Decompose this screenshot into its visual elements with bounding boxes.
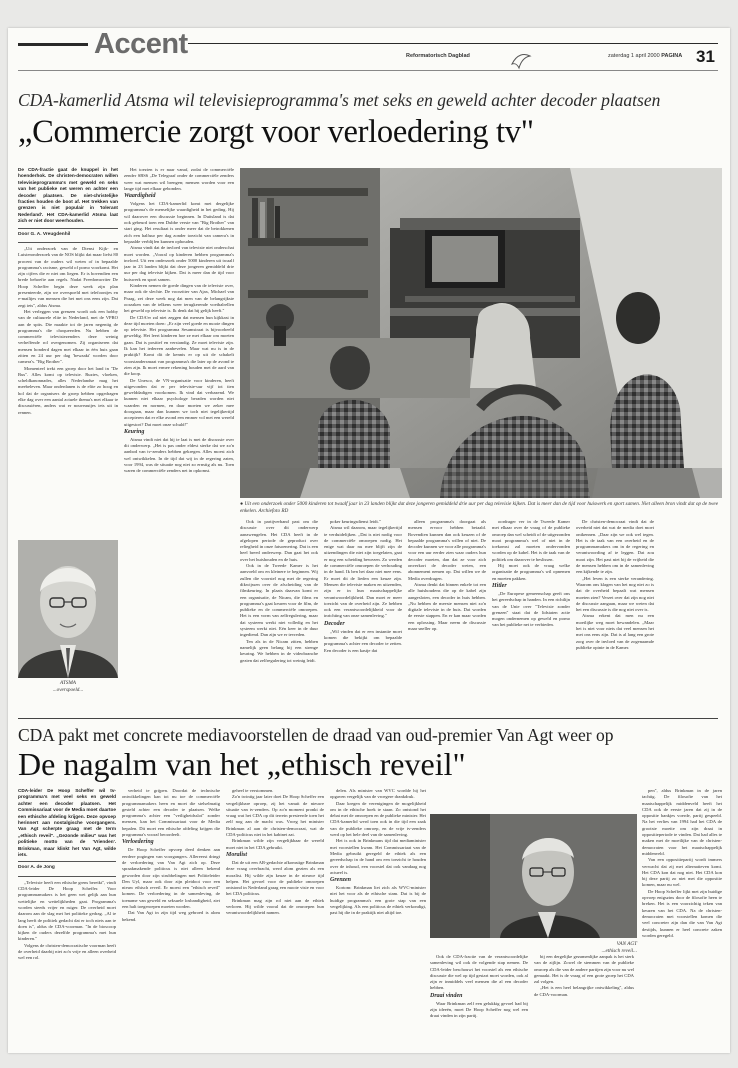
paper-name: Reformatorisch Dagblad [406,53,470,59]
article1-column-5 [324,519,402,709]
date-text: zaterdag 1 april 2000 [608,53,660,59]
children-watching-tv-photo [240,168,722,498]
masthead-rule-right [188,43,718,44]
article1-kicker: CDA-kamerlid Atsma wil televisieprogramma's met seks en geweld achter decoder plaatsen [18,90,661,110]
article1-column-6 [408,519,486,709]
paragraph: delen. Als minister van WVC wordde hij het opgaven vergelijk van de vroegere drankdruk. [330,788,426,800]
portrait-caption [430,941,637,954]
caption-text: Uit een onderzoek onder 5000 kinderen tot twaalf jaar in 23 landen blijkt dat deze jongeren gemiddeld drie uur per dag televisie kijken. Dat is meer dan de tijd voor huiswerk en sport samen. Niet alleen bron vindt dat op de twee enkelen. [240,501,719,514]
van-agt-portrait [430,814,637,938]
paragraph: Atsma erkent dat men nu een moeilijke weg moet bewandelen. „Maar het is niet voor niets dat veel mensen het met ons eens zijn. Dat is al lang een grote zorg over de invloed van de zogenaamde publieke opinie in de Kamer. [576,613,654,650]
article1-column-7 [492,519,570,709]
paragraph: De Unesco, de VN-organisatie voor kinderen, heeft uitgevonden dat er per televisie-uur vijf tot tien gewelddadigen voorkomen. Ik vind dat verbazend. We kunnen niet elkaar psychologe beraden worden niet waarden en normen, en daar moeten we zeker mee doorgaan, maar dan kunnen we toch niet tegelijkertijd accepteren dat er elke avond een emmer vol met een wereld uitgestort? Dat moet onze schuld!" [124,377,234,427]
paragraph: Dat de uit een AR-gedachte afkomstige Brinkman deze vraag overbracht, werd alom gezien als een moralist. Hij wilde zijn keuze in de nieuwe tijd helpen. Het gevoel voor de publieke omroepen ontstond in Nederland graag een mooie visie en voor het CDA politicus. [226,859,324,897]
paragraph: Kinderen nemen de goede dingen van de televisie over, maar ook de slechte. De voorzitter van Ajax, Michael van Praag, zei deze week nog dat men van de belangrijkste oorzaken van de telkens weer terugkerende voetbalrellen het geweld op televisie is. Ik denk dat hij gelijk heeft." [124,283,234,314]
paragraph: bij een dergelijke gezamenlijke aanpak is het sterk van de zijlijn. Zowel de stemmen van de publieke omroep als die van de andere partijen zijn voor nu wel gemaakt. Het is de vraag of een grote groep het CDA zal volgen. [534,954,634,985]
byline-rule [18,876,116,877]
paragraph: „Het is een heel belangrijke ontwikkeling", aldus de CDA-voorman. [534,985,634,997]
newspaper-page [8,28,730,1053]
subheading-decoder: Decoder [324,620,345,627]
paragraph: Zo'n twintig jaar later doet De Hoop Scheffer een vergelijkbare oproep, zij het vanuit de nieuwe situatie van tv-zenders. Op zo'n moment pronkt de vraag wat het CDA op dit terrein presteerde toen het zelf nog aan de macht was. Vroeg het minister Brinkman al aan de christen-democraat, wat de CDA-politicus niet in het kabinet zat. [226,794,324,838]
paragraph: Kortom: Brinkman liet zich als WVC-minister niet het voor als de ethische stam. Dat is bij de huidige programma's een grote stap van een vergelijking. Als een politicus de ethiek verkondigt, past hij die in de praktijk niet altijd toe. [330,885,426,916]
portrait-caption [18,680,118,693]
paragraph: Volgens het CDA-kamerlid komt met dergelijke programma's de menselijke waardigheid in het geding. Hij wil daarover een discussie beginnen. In Duitsland is dat ook gebeurd toen een Dubbe versie van "Big Brother" van start ging. Het resultaat is onder meer dat de betrokkenen zich een halfuur per dag zonder toezicht van camera's in bepaalde verblijfen kunnen ophouden. [124,201,234,244]
article1-column-4 [240,519,318,709]
paragraph: Ook de CDA-fractie van de verantwoordelijke samenleving wil ook de volgende stap nemen. De CDA-leider beschouwt het voorstel als een ethische discussie die wel op tijd gestart moet worden, ook al zijn er inmiddels veel mensen die al een decoder hebben. [430,954,528,991]
paragraph: Atsma denkt dat binnen enkele tot een alle huishoudens die op de kabel zijn aangesloten, een decoder in huis hebben. „Nu hebben de meeste mensen niet zo'n digitale televisie in de huis. Dat worden de eerste stappen. En er kan maar worden een oplossing. Maar neem de discussie maar sneller op. [408,581,486,632]
paragraph: Daar kregen de verenigingen de mogelijkheid om in de ethische hoek te staan. Zo ontstond het debat met de omroepen en de publieke minister. Het CDA-kamerlid werd toen ook in die tijd een zaak van de publieke omroep, en de vrije tv-zenders werd op het hele deel van de samenleving. [330,800,426,838]
paragraph: „Televisie heeft een ethische grens bereikt", vindt CDA-leider De Hoop Scheffer. Voor programmamakers is het geen wet gelijk aan hun wettelijke en wettelijkheden gaat. Programma's worden steeds vrijer en ruiger. De overheid moet daarom aan de slag met het politieke gedrag. „Al te lang heeft de politiek gedacht dat er toch niets aan te doen is", aldus de CDA-voorman. "In de bioscoop kijken de ouders dezelfde programma's met hun kinderen." [18,879,116,942]
subheading-draai-vinden: Draai vinden [430,992,463,999]
masthead-rule-left [18,43,88,46]
paragraph: Brinkman mag zijn rol niet aan de ethiek verloren. Hij wilde vooral dat de omroepen hun verantwoordelijkheid namen. [226,897,324,916]
article2-column-1 [18,788,116,1043]
paragraph: Het is ook in Brinkmans tijd dat mediaminister met voorstellen kwam. Het Commissariaat van de Media gebruikt geregeld de ethiek als een gereedschap in de hand om een toezicht te houden over de inhoud, een voorstel dat ook vandaag nog actueel is. [330,838,426,875]
paragraph: poker keuringsdienst leidt." [330,519,381,524]
lead-rule [18,861,116,862]
paragraph: „Wil vinden dat er een instantie moet komen die bekijkt om bepaalde programma's achter een decoder te zetten. Een decoder is een kastje dat [324,628,402,653]
subheading-verloedering: Verloedering [122,839,154,846]
portrait-illustration [18,540,118,678]
section-title: Accent [94,28,188,60]
article1-lead: De CDA-fractie gaat de knuppel in het hoenderhok. De christen-democraten willen televisieprogramma's met geweld en seks van het publieke net weren en achter een decoder plaatsen. De niet-christelijke fracties houden de boot af. Het trekken van grenzen is niet populair in 'tolerant Nederland'. Het CDA-kamerlid Atsma laat zich er niet door weerhouden. [18,167,118,224]
photo-caption [240,501,722,514]
masthead-divider [18,70,718,71]
dove-logo-icon [508,50,534,72]
paragraph: De Hoop Scheffer opvoep deed denken aan eerdere pogingen van voorgangers. Allereerst dringt de verloedering van Van Agt zich op. Deze spraakmakende politicus is niet alleen bekend geworden door zijn strubbelingen met Politieleider Den Uyl, maar ook door zijn pleidooi voor een nieuw ethisch reveil. Er moest een "ethisch reveil" komen. De verloedering in de samenleving, de toename van geweld en seksuele losbandigheid, ziet een halt toegeroepen moeten worden. [122,847,220,910]
article2-byline: Door A. de Jong [18,865,55,871]
portrait-name: ATSMA [60,680,76,686]
article2-lead: CDA-leider De Hoop Scheffer wil tv-programma's met veel seks en geweld achter een decoder plaatsen. Het Commissariaat voor de Media moet daartoe een ethische afdeling krijgen. Deze opvoep herinnert aan nostalgische voorgangers. Van Agt scherpte graag met de term „ethisch reveil". „Gezonde milieu" was het politieke motto van de 'Vrienden'. Brinkman, maar klinkt het Van Agt, wilde iets. [18,788,116,858]
page-number: 31 [696,47,715,66]
paragraph: Atsma vindt dat de invloed van televisie niet onderschat moet worden. „Vooral op kinderen hebben programma's invloed. Uit een onderzoek onder 5000 kinderen uit twaalf jaar in 23 landen blijkt dat deze jongeren gemiddeld drie uur per dag televisie kijken. Dat is meer dan de tijd voor huiswerk en sport samen. [124,245,234,282]
article2-headline: De nagalm van het „ethisch reveil" [18,746,466,782]
paragraph: geheel te verstommen. [232,788,274,793]
byline-rule [18,242,118,243]
article-divider [18,718,718,719]
portrait-name: VAN AGT [616,941,637,947]
article2-column-3 [226,788,324,1043]
article1-column-8 [576,519,654,709]
article2-kicker: CDA pakt met concrete mediavoorstellen de draad van oud-premier Van Agt weer op [18,725,614,745]
bullet-icon: ● [240,501,244,507]
paragraph: Dat Van Agt in zijn tijd weg gebroed is alom bekend. [122,910,220,922]
paragraph: Waar Brinkman zelf een gelukkig gevoel had bij zijn ideeën, moet De Hoop Scheffer nog wel een draai vinden in zijn partij. [430,1000,528,1019]
article1-column-2 [124,167,234,687]
article2-column-4 [330,788,426,1043]
paragraph: Het verleggen van grenzen wordt ook een hobby van de cultuurele elite in Nederland, met de VPRO aan de spits. Die maakte tot de jaren negentig de programma's die choqueerden. Nu hebben de commerciële televisiezenders deze weinig verheffende rol overgenomen. Zij organiseren dat mensen honderd dagen met elkaar in één huis gaan zitten en 24 uur per dag 'bewaakt' worden door camera's. "Big Brother". [18,308,118,365]
subheading-grenzen: Grenzen [330,877,352,884]
article2-column-5 [430,954,528,1044]
article1-headline: „Commercie zorgt voor verloedering tv" [18,114,534,150]
paragraph: Atsma vindt niet dat hij te laat is met de discussie over dit onderwerp. „Het is pas onder eldest sterke dat we zo'n aanbod van tv-zenders hebben gekregen. Alles moest zich wel ontwikkelen. In de tijd dat wij in de regering zaten, voor 1994, was de situatie nog niet zo ernstig als nu. Toen waren de commerciële zenders net in opkomst. [124,436,234,474]
subheading-moralist: Moralist [226,851,248,858]
lead-rule [18,228,118,229]
paragraph: verheid te grijpen. Doordat de technische ontwikkelingen kan tot nu toe de commerciële programmamakers heen en moet die stelselmatig gesteld achter een decoder te plaatsen. Welke programma's achter een "veiligheidsslot" zonder mensen, kan het Commissariaat voor de Media bepalen. Dit moet een ethische afdeling krijgen die programma's vooraf beoordeelt. [122,788,220,838]
paragraph: Atsma wil daarom, maar tegelijkertijd te verduidelijken. „Dat is niet nodig voor de commerciële omroepen nodig. Het enige wat daar nu mee blijft zijn de uitzendingen die niet zijn toegelaten, gaat er nog een scheiding bewezen. Zo werden de commerciële omroepen de verhouding in de hand. Ik ben het daar niet mee eens. Er moet dit de lieden een keuze zijn. Mensen die televisie maken en uitzenden, zijn er in hun maatschappelijke verantwoordelijkheid. Dan moet er meer toezicht van de overheid zijn. Ze hebben ook een verantwoordelijkheid voor de inrichting van onze samenleving." [324,525,402,619]
page-label: PAGINA [661,53,683,59]
article2-column-6 [534,954,634,1044]
paragraph: Hij moet ook de vraag welke organisatie de programma's wil opnemen en moeten pakken. [492,563,570,581]
paragraph: De Hoop Scheffer lijkt met zijn huidige opvoep enigszins door de filosofie heen te breken. Het is een voorzichtig teken van keuzen van het CDA. Na de christen-democraten met voorstellen komen die veel concreter zijn dan die van Van Agt destijds, kunnen er heel concrete zaken worden geregeld. [642,888,722,938]
portrait-illustration [430,814,637,938]
paragraph: „De Europese gemeenschap geeft ons het gereedschap in handen. In een richtlijn van de Unie over "Televisie zonder grenzen" staat dat de lidstaten actie mogen ondernemen op geweld en porno van het publieke net te verbieden. [492,590,570,628]
paragraph: oordrager ver in de Tweede Kamer met elkaar over de vraag of de publieke omroep dan wel scheidt of de uitgezonden mooi programma's wel of niet in de toekomst zal moeten ondervonden worden op de kabel. Het is de taak van de politiek om daarover te beslissen. [492,519,570,562]
article2-column-2 [122,788,220,1043]
tv-room-illustration [240,168,722,498]
article1-column-1 [18,167,118,535]
paragraph: Het toezien is er naar vanaf, zodat de commerciële zender SBS6 „De Telegraaf onder de commerciële zenders weer wat mensen wil brengen; mensen worden voor een lange tijd met elkaar gebonden. [124,167,234,191]
page-date [608,53,682,59]
paragraph: Ook in partijverband past om die discussie over dit onderwerp aanzwengelen. Het CDA heeft in de afgelopen periode de geproduct over reliegheid in onze fatsoenering. Dat is een heel breed onderwerp. Dan gaat het ook over het huishouden en de huis. [240,519,318,562]
subheading-waardigheid: Waardigheid [124,193,156,200]
paragraph: „Het leven is een sterke verandering. Waarom ons klagen van het nog niet zo is dat de overheid bepaalt wat mensen moeten zien? Verzet over dat zijn nog niet de discussie aangaan, maar we weten dat het een discussie is die nog niet over is. [576,575,654,613]
paragraph: Van een oppositiepartij wordt immers verwacht dat zij met alternatieven komt. Het CDA kon dat nog niet. Het CDA kon bij deze partij zo niet met die oppositie komen, maar nu wel. [642,857,722,888]
portrait-quote: ...ethisch reveil... [601,947,637,954]
paragraph: Volgens de christen-democratische voorman heeft de overheid daarbij niet zo'n vrije en alleen overheid wel een rol. [18,942,116,961]
photo-credit: Archiefoto RD [258,507,289,514]
atsma-portrait [18,540,118,678]
article1-byline: Door G. A. Vreugdenhil [18,231,71,237]
portrait-quote: ...overspoeld... [52,686,84,693]
paragraph: Ten als in de Nicam zitten, hebben namelijk geen belang bij een strenge keuring. We hebben in de videobranche gezien dat zelfregulering tot weinig leidt. [240,638,318,663]
paragraph: alleen programma's doorgaat als mensen ervoor hebben betaald. Bovendien kunnen dan ook keuzen of de bepaalde programma's willen of niet. De decoder kunnen we voor alle programma's voor een uur eerder zien waar ouders hun decoder moeten, dan dat ze voor zich onverkort de decoder weten, een abonnement nemen op. Dat willen we de Media overdragen. [408,519,486,581]
paragraph: Brinkman wilde zijn vergelijkbaar de wereld moet niet in het CDA gebruikt. [226,838,324,850]
paragraph: De christen-democraat vindt dat de overheid niet dat wat de media doet moet ontkennen. „Daar zijn we ook wel tegen. Het is de taak van een overheid en de programmamakers om in de regering en verantwoording af te leggen. Dat zou mooi zijn. Het past niet bij de vrijheid die de mensen hebben om in de samenleving een kijkende te zijn. [576,519,654,575]
paragraph: Ook in de Tweede Kamer is het aanvoeld om en kleinere te beginnen. Wij zullen die voorstel nog met de regering dikwijssen over de afscheiding van de filmkeuring. In plaats daarvan komt er een organisatie, de Nicam, die films en programma's gaat keuren voor de film, de publieke en de commerciële omroepen. Het is een vorm van zelfregulering, maar dat systeem werkt niet volledig en het systeem werkt niet. Eén keer in de duur ingediend. Dan zijn we er tevreden. [240,563,318,638]
paragraph: „Uit onderzoek van de Dienst Kijk- en Luisteronderzoek van de NOS blijkt dat maar liefst 80 procent van de ouders wil weten of in bepaalde programma's racisme, geweld of porno voorkomt. Het zijn cijfers die er niet om liegen. Er is bovendien een brede behoefte aan regels. Nadat Freedomwriter De Hoop Scheffer begin deze week zijn plan presenteerde, zijn we overspoeld met telefoontjes en e-mailtjes van mensen die het met ons eens zijn. Dat zegt iets", aldus Atsma. [18,245,118,308]
paragraph: De CDA'er zal niet zeggen dat mensen hun kijkkast in deze tijd moeten doen: „Er zijn veel goede en mooie dingen op televisie. Het programma Sesamstraat is bijvoorbeeld geweldig. Het leert kinderen hoe ze met elkaar om moeten gaan. Dat is positief en verstandig. Ze moet televisie zijn. Ik kan het iedereen aanbevelen. Maar wat nu is in de praktijk? Komt dit de kennis er op uit de schakelt voorstandersmaat van programma's die later op de avond te zien zijn. Ik moet ermee rekening houden met de aard van die koop. [124,314,234,377]
article2-column-7 [642,788,722,1043]
subheading-hitler: Hitler [492,582,507,589]
subheading-keuring: Keuring [124,428,145,435]
paragraph: Momenteel trekt een groep door het land in "De Bus". Alles komt op televisie. Ruzies, vloeken, scheldkanonnades, alles Nederlandse mag het meebeleven. Maar onderdanen is de elite zo hoog en hol dat de organisers de groep hebben opgedragen elke dag over een aantal actuele thema's met elkaar te discussiëren, anders wat er nouveautjes iets uit in rennen. [18,365,118,415]
paragraph: pen", aldus Brinkman in de jaren tachtig. De filosofie van het maatschappelijk middenveld heeft het CDA ook de eerste jaren dat zij in de oppositie bankjes voerde, partij gespeeld. Na het verlies van 1994 had het CDA de grootste moeite om zijn draai in oppositieperiode te vinden. Dat had alles te maken met de moeilijke van de christen-democraten voor het maatschappelijk middenveld. [642,788,722,856]
